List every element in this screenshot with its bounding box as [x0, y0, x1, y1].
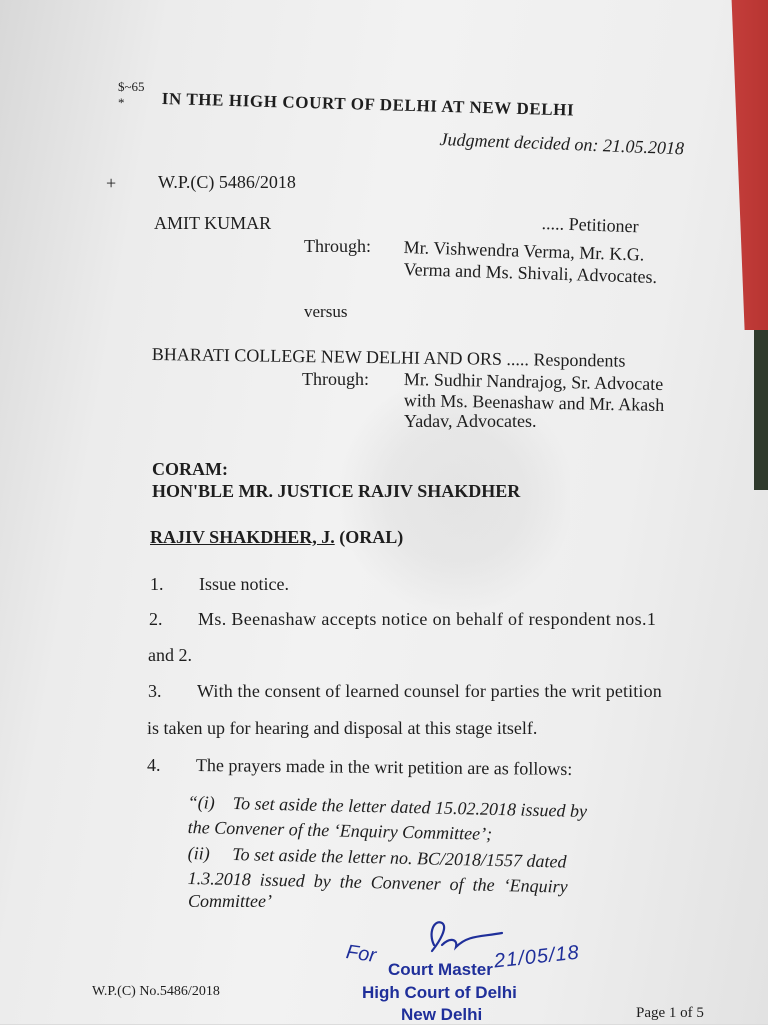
- petitioner-counsel-line1: Mr. Vishwendra Verma, Mr. K.G.: [403, 237, 645, 265]
- stamp-high-court: High Court of Delhi: [362, 983, 517, 1002]
- prayer-i-line2: the Convener of the ‘Enquiry Committee’;: [187, 817, 493, 844]
- coram-judge: HON'BLE MR. JUSTICE RAJIV SHAKDHER: [152, 481, 521, 501]
- respondent-line: BHARATI COLLEGE NEW DELHI AND ORS ..... Respondents: [151, 344, 626, 371]
- para-4-number: 4.: [147, 755, 161, 775]
- court-title: IN THE HIGH COURT OF DELHI AT NEW DELHI: [161, 89, 575, 120]
- header-marker: $~65: [118, 79, 145, 94]
- para-3-line2: is taken up for hearing and disposal at this stage itself.: [147, 718, 538, 738]
- respondent-counsel-line2: with Ms. Beenashaw and Mr. Akash: [403, 390, 665, 415]
- para-1-text: Issue notice.: [199, 574, 289, 594]
- petitioner-counsel-line2: Verma and Ms. Shivali, Advocates.: [403, 259, 658, 287]
- para-4-text: The prayers made in the writ petition are as follows:: [195, 755, 573, 779]
- respondent-through: Through:: [302, 369, 369, 389]
- respondent-counsel-line3: Yadav, Advocates.: [404, 411, 537, 431]
- judgment-author: [150, 528, 403, 546]
- prayer-ii-line1: (ii) To set aside the letter no. BC/2018/1557 dated: [187, 843, 567, 872]
- case-plus: +: [106, 173, 117, 193]
- petitioner-through: Through:: [304, 236, 371, 256]
- judgment-author-name: RAJIV SHAKDHER, J.: [150, 527, 335, 547]
- stamp-signed-date: 21/05/18: [493, 941, 581, 973]
- case-number: W.P.(C) 5486/2018: [158, 172, 296, 192]
- footer-page-number: Page 1 of 5: [636, 1005, 704, 1021]
- stamp-court-master: Court Master: [388, 960, 493, 979]
- stamp-new-delhi: New Delhi: [401, 1005, 483, 1024]
- judgment-oral: (ORAL): [334, 527, 404, 547]
- para-2-line2: and 2.: [148, 645, 192, 665]
- prayer-ii-line3: Committee’: [188, 891, 272, 911]
- prayer-ii-line2: 1.3.2018 issued by the Convener of the ‘Enquiry: [187, 868, 568, 897]
- petitioner-role: ..... Petitioner: [541, 213, 639, 237]
- para-2-line1: Ms. Beenashaw accepts notice on behalf of respondent nos.1: [198, 609, 657, 629]
- prayer-i-line1: “(i) To set aside the letter dated 15.02.2018 issued by: [187, 792, 588, 822]
- coram-label: CORAM:: [152, 459, 228, 479]
- para-3-number: 3.: [148, 681, 162, 701]
- header-star: *: [118, 95, 125, 110]
- para-3-line1: With the consent of learned counsel for parties the writ petition: [197, 681, 662, 701]
- para-1-number: 1.: [150, 574, 164, 594]
- para-2-number: 2.: [149, 609, 163, 629]
- stamp-for: For: [344, 941, 378, 967]
- footer-case-ref: W.P.(C) No.5486/2018: [92, 984, 220, 999]
- petitioner-name: AMIT KUMAR: [154, 213, 272, 233]
- judgment-date: Judgment decided on: 21.05.2018: [439, 129, 685, 159]
- versus: versus: [304, 302, 348, 321]
- respondent-counsel-line1: Mr. Sudhir Nandrajog, Sr. Advocate: [403, 369, 664, 394]
- dark-background-edge: [754, 330, 768, 490]
